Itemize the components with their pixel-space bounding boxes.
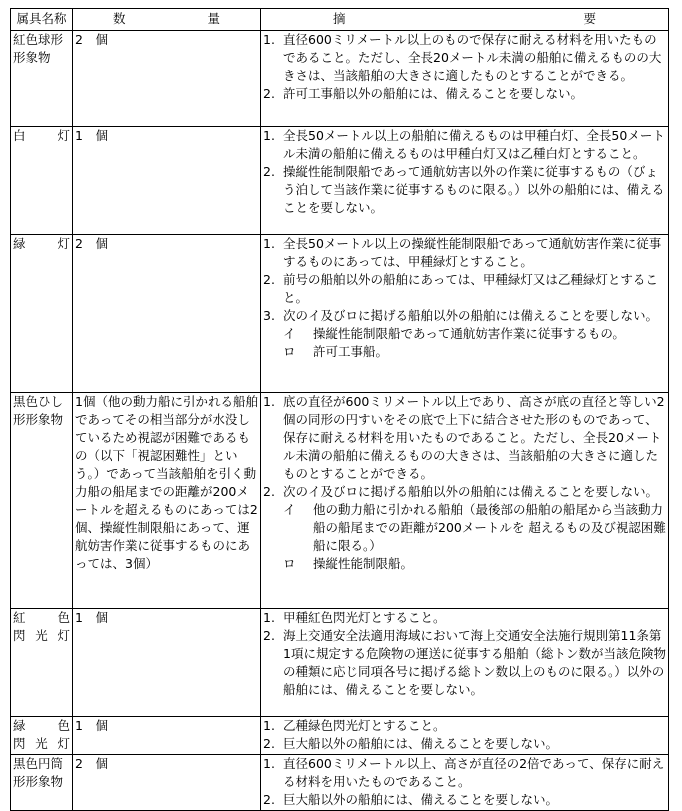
equipment-table: [10, 8, 669, 811]
row-remarks: [261, 717, 669, 755]
row-qty: 2 個: [73, 755, 261, 811]
header-row: [11, 9, 669, 31]
table-row: [11, 31, 669, 127]
row-remarks: [261, 393, 669, 609]
table-row: [11, 127, 669, 235]
remark-item: 2. 前号の船舶以外の船舶にあっては、甲種緑灯又は乙種緑灯とすること。: [263, 272, 658, 305]
remark-item: 2. 海上交通安全法適用海域において海上交通安全法施行規則第11条第1項に規定する危険物の運送に従事する船舶（総トン数が当該危険物の種類に応じ同項各号に掲げる総トン数以上のものに限る。）以外の船舶には、備えることを要しない。: [263, 628, 666, 697]
header-remarks: [261, 9, 669, 31]
row-remarks: [261, 609, 669, 717]
row-remarks: [261, 755, 669, 811]
remark-item: 1. 甲種紅色閃光灯とすること。: [263, 610, 446, 625]
remark-item: 2. 巨大船以外の船舶には、備えることを要しない。: [263, 792, 559, 807]
equipment-table-wrapper: [10, 8, 669, 811]
table-row: [11, 235, 669, 393]
row-qty: 1 個: [73, 127, 261, 235]
header-name: 属具名称: [11, 9, 73, 31]
row-name: 白 灯: [11, 127, 73, 235]
row-name: 紅色球形形象物: [11, 31, 73, 127]
header-qty: [73, 9, 261, 31]
remark-item: 1. 全長50メートル以上の操縦性能制限船であって通航妨害作業に従事するものにあっては、甲種緑灯とすること。: [263, 236, 662, 269]
table-row: [11, 755, 669, 811]
row-qty: 1個（他の動力船に引かれる船舶であってその相当部分が水没しているため視認が困難であるもの（以下「視認困難性」という。）であって当該船舶を引く動力船の船尾までの距離が200メートルを超えるものにあっては2個、操縦性制限船にあって、運航妨害作業に従事するものにあっては、3個）: [73, 393, 261, 609]
row-remarks: [261, 127, 669, 235]
row-name: 紅 色 閃 光 灯: [11, 609, 73, 717]
sub-item: ロ 許可工事船。: [283, 344, 389, 359]
header-qty-char-2: 量: [207, 11, 220, 26]
row-name: 黒色ひし形形象物: [11, 393, 73, 609]
remark-item: 1. 直径600ミリメートル以上、高さが直径の2倍であって、保存に耐える材料を用いたものであること。: [263, 756, 665, 789]
remark-item: 1. 乙種緑色閃光灯とすること。: [263, 718, 446, 733]
table-row: [11, 717, 669, 755]
row-remarks: [261, 31, 669, 127]
table-row: [11, 393, 669, 609]
row-qty: 2 個: [73, 235, 261, 393]
row-name: 黒色円筒形形象物: [11, 755, 73, 811]
sub-item: ロ 操縦性能制限船。: [283, 556, 414, 571]
row-qty: 1 個: [73, 717, 261, 755]
table-row: [11, 609, 669, 717]
row-qty: 2 個: [73, 31, 261, 127]
header-qty-char-1: 数: [113, 11, 126, 26]
remark-item: 2. 次のイ及びロに掲げる船舶以外の船舶には備えることを要しない。: [263, 484, 659, 499]
remark-item: 2. 操縦性能制限船であって通航妨害以外の作業に従事するもの（びょう泊して当該作業に従事するものに限る。）以外の船舶には、備えることを要しない。: [263, 164, 665, 215]
row-name: 緑 色 閃 光 灯: [11, 717, 73, 755]
remark-item: 3. 次のイ及びロに掲げる船舶以外の船舶には備えることを要しない。: [263, 308, 659, 323]
remark-item: 1. 底の直径が600ミリメートル以上であり、高さが底の直径と等しい2個の同形の円すいをその底で上下に結合させた形のものであって、保存に耐える材料を用いたものであること。ただし、全長20メートル未満の船舶に備えるものの大きさは、当該船舶の大きさに適したものとすることができる。: [263, 394, 665, 481]
remark-item: 2. 巨大船以外の船舶には、備えることを要しない。: [263, 736, 559, 751]
header-remarks-char-2: 要: [583, 11, 596, 26]
remark-item: 1. 全長50メートル以上の船舶に備えるものは甲種白灯、全長50メートル未満の船舶に備えるものは甲種白灯又は乙種白灯とすること。: [263, 128, 665, 161]
row-remarks: [261, 235, 669, 393]
row-name: 緑 灯: [11, 235, 73, 393]
row-qty: 1 個: [73, 609, 261, 717]
sub-item: イ 操縦性能制限船であって通航妨害作業に従事するもの。: [283, 326, 625, 341]
sub-item: イ 他の動力船に引かれる船舶（最後部の船舶の船尾から当該動力船の船尾までの距離が200メートルを 超えるもの及び視認困難船に限る。）: [283, 502, 666, 553]
remark-item: 2. 許可工事船以外の船舶には、備えることを要しない。: [263, 86, 584, 101]
remark-item: 1. 直径600ミリメートル以上のもので保存に耐える材料を用いたものであること。ただし、全長20メートル未満の船舶に備えるものの大きさは、当該船舶の大きさに適したものとすることができる。: [263, 32, 662, 83]
header-remarks-char-1: 摘: [333, 11, 346, 26]
